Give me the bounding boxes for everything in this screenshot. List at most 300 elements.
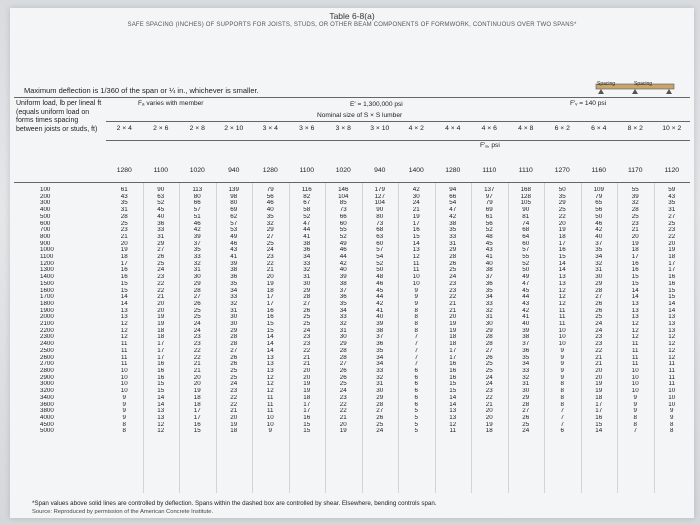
spacing-cell: 22 [193, 354, 201, 361]
table-row [24, 361, 690, 368]
load-cell: 3200 [40, 388, 54, 395]
spacing-cell: 48 [485, 233, 493, 240]
spacing-cell: 9 [414, 294, 418, 301]
table-title: Table 6-8(a) [329, 11, 375, 21]
spacing-cell: 14 [449, 394, 457, 401]
spacing-cell: 20 [157, 300, 165, 307]
spacing-cell: 41 [522, 314, 530, 321]
spacing-cell: 36 [157, 220, 165, 227]
spacing-cell: 25 [266, 240, 274, 247]
table-row [24, 341, 690, 348]
spacing-cell: 21 [595, 354, 603, 361]
spacing-cell: 9 [560, 374, 564, 381]
spacing-cell: 69 [230, 207, 238, 214]
spacing-cell: 39 [193, 233, 201, 240]
spacing-cell: 14 [668, 300, 676, 307]
spacing-cell: 30 [485, 321, 493, 328]
load-cell: 600 [40, 220, 51, 227]
spacing-cell: 43 [485, 247, 493, 254]
spacing-cell: 67 [303, 200, 311, 207]
spacing-cell: 13 [668, 314, 676, 321]
spacing-cell: 8 [560, 401, 564, 408]
table-row [24, 288, 690, 295]
spacing-cell: 9 [122, 408, 126, 415]
load-cell: 100 [40, 187, 51, 193]
spacing-cell: 42 [376, 300, 384, 307]
load-cell: 1100 [40, 254, 54, 261]
header-rule-sizes [106, 121, 690, 122]
load-cell: 1300 [40, 267, 54, 274]
spacing-cell: 26 [485, 354, 493, 361]
spacing-cell: 23 [449, 287, 457, 294]
spacing-cell: 24 [193, 321, 201, 328]
spacing-cell: 16 [157, 361, 165, 368]
table-row [24, 301, 690, 308]
spacing-cell: 23 [449, 280, 457, 287]
spacing-cell: 40 [339, 267, 347, 274]
spacing-cell: 41 [485, 254, 493, 261]
spacing-cell: 17 [266, 300, 274, 307]
header-rule-fb [106, 140, 690, 141]
spacing-cell: 24 [485, 374, 493, 381]
spacing-cell: 82 [303, 193, 311, 200]
spacing-cell: 19 [193, 388, 201, 395]
spacing-cell: 35 [485, 287, 493, 294]
spacing-cell: 14 [668, 307, 676, 314]
spacing-cell: 6 [414, 394, 418, 401]
spacing-cell: 38 [522, 334, 530, 341]
spacing-cell: 29 [266, 227, 274, 234]
spacing-cell: 10 [558, 334, 566, 341]
spacing-cell: 65 [595, 200, 603, 207]
spacing-cell: 16 [668, 274, 676, 281]
spacing-cell: 18 [193, 394, 201, 401]
spacing-cell: 12 [558, 294, 566, 301]
spacing-cell: 28 [376, 401, 384, 408]
spacing-cell: 9 [560, 367, 564, 374]
spacing-cell: 31 [485, 314, 493, 321]
spacing-cell: 16 [303, 414, 311, 421]
spacing-cell: 25 [120, 220, 128, 227]
column-divider [508, 183, 509, 493]
load-cell: 1000 [40, 247, 54, 254]
spacing-cell: 37 [339, 287, 347, 294]
spacing-cell: 25 [449, 267, 457, 274]
spacing-cell: 9 [560, 347, 564, 354]
spacing-cell: 13 [266, 361, 274, 368]
spacing-cell: 52 [157, 200, 165, 207]
spacing-cell: 37 [193, 240, 201, 247]
spacing-cell: 14 [595, 428, 603, 435]
spacing-cell: 17 [157, 341, 165, 348]
spacing-cell: 57 [376, 247, 384, 254]
spacing-cell: 25 [193, 307, 201, 314]
spacing-cell: 40 [595, 233, 603, 240]
spacing-cell: 109 [593, 187, 604, 193]
spacing-cell: 55 [631, 187, 639, 193]
spacing-cell: 79 [485, 200, 493, 207]
spacing-cell: 47 [303, 220, 311, 227]
spacing-cell: 15 [157, 381, 165, 388]
spacing-cell: 6 [414, 381, 418, 388]
spacing-cell: 127 [374, 193, 385, 200]
spacing-cell: 16 [668, 280, 676, 287]
fb-value-cell: 1020 [189, 167, 205, 174]
spacing-cell: 10 [412, 280, 420, 287]
spacing-cell: 39 [339, 274, 347, 281]
spacing-cell: 21 [339, 414, 347, 421]
spacing-cell: 20 [558, 220, 566, 227]
spacing-cell: 11 [121, 361, 128, 368]
spacing-cell: 22 [193, 347, 201, 354]
spacing-cell: 33 [303, 260, 311, 267]
spacing-cell: 9 [122, 394, 126, 401]
spacing-cell: 13 [631, 300, 639, 307]
load-cell: 1700 [40, 294, 54, 301]
spacing-cell: 10 [120, 388, 128, 395]
table-row [24, 207, 690, 214]
spacing-cell: 35 [558, 193, 566, 200]
spacing-cell: 10 [668, 388, 676, 395]
spacing-cell: 14 [412, 240, 420, 247]
size-header-cell: 2 × 6 [153, 125, 169, 132]
spacing-cell: 13 [266, 354, 274, 361]
spacing-cell: 9 [633, 401, 637, 408]
spacing-cell: 42 [339, 260, 347, 267]
spacing-cell: 39 [522, 327, 530, 334]
spacing-table [24, 187, 690, 435]
load-cell: 2800 [40, 367, 54, 374]
spacing-cell: 15 [631, 280, 639, 287]
table-row [24, 334, 690, 341]
spacing-cell: 8 [560, 394, 564, 401]
spacing-cell: 25 [303, 321, 311, 328]
spacing-cell: 10 [412, 274, 420, 281]
spacing-cell: 44 [522, 294, 530, 301]
spacing-cell: 7 [560, 414, 564, 421]
load-cell: 3800 [40, 408, 54, 415]
spacing-cell: 32 [376, 374, 384, 381]
table-row [24, 328, 690, 335]
spacing-cell: 11 [267, 394, 274, 401]
spacing-cell: 61 [120, 187, 128, 193]
spacing-cell: 38 [485, 267, 493, 274]
size-header-cell: 6 × 4 [591, 125, 607, 132]
load-cell: 300 [40, 200, 51, 207]
spacing-cell: 22 [303, 347, 311, 354]
spacing-cell: 29 [595, 280, 603, 287]
spacing-cell: 20 [595, 367, 603, 374]
spacing-cell: 20 [193, 374, 201, 381]
spacing-cell: 60 [522, 240, 530, 247]
spacing-cell: 25 [485, 367, 493, 374]
spacing-cell: 64 [522, 233, 530, 240]
spacing-cell: 15 [558, 254, 566, 261]
spacing-cell: 12 [668, 347, 676, 354]
spacing-cell: 16 [157, 374, 165, 381]
fb-value-cell: 1160 [591, 167, 607, 174]
table-row [24, 321, 690, 328]
spacing-cell: 22 [668, 233, 676, 240]
spacing-cell: 31 [595, 267, 603, 274]
spacing-cell: 21 [120, 233, 128, 240]
spacing-cell: 17 [595, 408, 603, 415]
spacing-cell: 14 [266, 341, 274, 348]
spacing-cell: 23 [230, 388, 238, 395]
spacing-cell: 33 [339, 314, 347, 321]
spacing-cell: 37 [485, 274, 493, 281]
spacing-cell: 50 [376, 267, 384, 274]
spacing-cell: 35 [193, 247, 201, 254]
fb-value-cell: 1100 [153, 167, 169, 174]
table-row [24, 355, 690, 362]
spacing-cell: 23 [595, 341, 603, 348]
spacing-cell: 8 [633, 414, 637, 421]
spacing-cell: 21 [485, 401, 493, 408]
spacing-cell: 19 [266, 280, 274, 287]
load-cell: 500 [40, 213, 51, 220]
spacing-cell: 9 [122, 401, 126, 408]
spacing-cell: 36 [522, 347, 530, 354]
spacing-cell: 12 [412, 254, 420, 261]
size-header-cell: 3 × 4 [262, 125, 278, 132]
table-row [24, 214, 690, 221]
spacing-cell: 15 [449, 388, 457, 395]
table-subtitle: SAFE SPACING (INCHES) OF SUPPORTS FOR JOISTS, STUDS, OR OTHER BEAM COMPONENTS OF FORMWORK, CONTINUOUS OVER TWO SPANS* [127, 22, 577, 28]
spacing-cell: 24 [303, 327, 311, 334]
spacing-cell: 33 [193, 254, 201, 261]
table-row [24, 234, 690, 241]
spacing-cell: 57 [522, 247, 530, 254]
spacing-cell: 28 [339, 347, 347, 354]
spacing-cell: 24 [266, 247, 274, 254]
load-cell: 4500 [40, 421, 54, 428]
spacing-cell: 29 [230, 327, 238, 334]
spacing-cell: 41 [303, 233, 311, 240]
spacing-cell: 31 [303, 274, 311, 281]
spacing-cell: 36 [376, 341, 384, 348]
fb-value-cell: 1280 [262, 167, 278, 174]
load-cell: 2500 [40, 347, 54, 354]
spacing-cell: 28 [449, 254, 457, 261]
spacing-cell: 20 [230, 414, 238, 421]
load-cell: 2100 [40, 321, 54, 328]
spacing-cell: 20 [303, 374, 311, 381]
spacing-cell: 17 [157, 347, 165, 354]
spacing-cell: 17 [266, 294, 274, 301]
table-row [24, 274, 690, 281]
spacing-cell: 35 [522, 354, 530, 361]
spacing-cell: 69 [485, 207, 493, 214]
spacing-cell: 15 [668, 287, 676, 294]
spacing-cell: 43 [120, 193, 128, 200]
spacing-cell: 21 [303, 361, 311, 368]
spacing-cell: 32 [303, 267, 311, 274]
spacing-cell: 27 [266, 233, 274, 240]
spacing-cell: 24 [412, 200, 420, 207]
spacing-cell: 11 [267, 401, 274, 408]
spacing-cell: 17 [558, 240, 566, 247]
spacing-cell: 10 [266, 414, 274, 421]
spacing-cell: 31 [157, 233, 165, 240]
spacing-cell: 11 [559, 314, 566, 321]
spacing-cell: 28 [631, 207, 639, 214]
spacing-cell: 8 [560, 381, 564, 388]
spacing-cell: 25 [631, 213, 639, 220]
table-row [24, 261, 690, 268]
spacing-cell: 25 [230, 374, 238, 381]
spacing-cell: 16 [157, 367, 165, 374]
document-page [10, 8, 694, 518]
spacing-cell: 73 [339, 207, 347, 214]
spacing-cell: 57 [193, 207, 201, 214]
spacing-cell: 31 [449, 240, 457, 247]
spacing-cell: 23 [193, 341, 201, 348]
spacing-cell: 30 [303, 280, 311, 287]
spacing-cell: 24 [193, 327, 201, 334]
spacing-cell: 23 [485, 388, 493, 395]
spacing-cell: 32 [230, 300, 238, 307]
spacing-cell: 9 [414, 300, 418, 307]
load-cell: 3000 [40, 381, 54, 388]
spacing-cell: 25 [595, 314, 603, 321]
spacing-cell: 23 [120, 227, 128, 234]
spacing-cell: 105 [520, 200, 531, 207]
spacing-cell: 35 [449, 227, 457, 234]
spacing-cell: 14 [157, 394, 165, 401]
spacing-cell: 5 [414, 408, 418, 415]
spacing-cell: 56 [485, 220, 493, 227]
spacing-cell: 61 [485, 213, 493, 220]
spacing-cell: 26 [595, 307, 603, 314]
sketch-label-spacing-1: Spacing [597, 81, 616, 87]
spacing-cell: 18 [668, 254, 676, 261]
spacing-cell: 10 [266, 421, 274, 428]
spacing-cell: 49 [522, 274, 530, 281]
spacing-cell: 24 [157, 267, 165, 274]
spacing-cell: 27 [522, 408, 530, 415]
table-row [24, 281, 690, 288]
spacing-cell: 35 [266, 213, 274, 220]
spacing-cell: 16 [266, 314, 274, 321]
spacing-cell: 12 [120, 321, 128, 328]
spacing-cell: 11 [668, 374, 675, 381]
spacing-cell: 60 [339, 220, 347, 227]
spacing-cell: 21 [449, 307, 457, 314]
spacing-cell: 43 [230, 247, 238, 254]
spacing-cell: 14 [120, 294, 128, 301]
spacing-cell: 6 [414, 388, 418, 395]
spacing-cell: 18 [631, 247, 639, 254]
table-row [24, 241, 690, 248]
spacing-cell: 17 [449, 347, 457, 354]
spacing-cell: 32 [485, 307, 493, 314]
spacing-cell: 26 [595, 300, 603, 307]
sketch-label-spacing-2: Spacing [634, 81, 653, 87]
spacing-cell: 30 [376, 388, 384, 395]
table-row [24, 422, 690, 429]
fb-value-cell: 1100 [299, 167, 315, 174]
load-cell: 700 [40, 227, 51, 234]
spacing-cell: 18 [449, 334, 457, 341]
fb-value-cell: 1020 [335, 167, 351, 174]
spacing-cell: 139 [228, 187, 239, 193]
load-cell: 1200 [40, 260, 54, 267]
spacing-cell: 52 [522, 260, 530, 267]
spacing-cell: 47 [449, 207, 457, 214]
spacing-cell: 40 [485, 260, 493, 267]
spacing-cell: 36 [339, 294, 347, 301]
spacing-cell: 22 [157, 280, 165, 287]
spacing-cell: 36 [303, 247, 311, 254]
spacing-cell: 113 [192, 187, 203, 193]
spacing-cell: 15 [668, 294, 676, 301]
spacing-cell: 34 [522, 361, 530, 368]
spacing-cell: 17 [157, 354, 165, 361]
spacing-cell: 21 [303, 354, 311, 361]
group-header-fv: F′ᵥ = 140 psi [570, 100, 607, 107]
spacing-cell: 5 [414, 428, 418, 435]
spacing-cell: 20 [595, 374, 603, 381]
spacing-cell: 24 [230, 381, 238, 388]
spacing-cell: 15 [120, 280, 128, 287]
column-divider [581, 183, 582, 493]
spacing-cell: 25 [157, 260, 165, 267]
spacing-cell: 11 [121, 354, 128, 361]
spacing-cell: 19 [412, 213, 420, 220]
spacing-cell: 74 [522, 220, 530, 227]
spacing-cell: 31 [230, 307, 238, 314]
spacing-cell: 62 [230, 213, 238, 220]
spacing-cell: 10 [120, 374, 128, 381]
spacing-cell: 15 [266, 327, 274, 334]
spacing-cell: 7 [414, 341, 418, 348]
spacing-cell: 20 [449, 314, 457, 321]
spacing-cell: 12 [120, 327, 128, 334]
size-header-cell: 4 × 8 [518, 125, 534, 132]
spacing-cell: 35 [668, 200, 676, 207]
column-divider [471, 183, 472, 493]
spacing-cell: 27 [303, 300, 311, 307]
spacing-cell: 46 [193, 220, 201, 227]
spacing-cell: 80 [376, 213, 384, 220]
spacing-cell: 9 [268, 428, 272, 435]
spacing-cell: 35 [595, 247, 603, 254]
spacing-cell: 51 [193, 213, 201, 220]
column-divider [143, 183, 144, 493]
spacing-cell: 19 [558, 227, 566, 234]
spacing-cell: 14 [266, 334, 274, 341]
spacing-cell: 90 [376, 207, 384, 214]
column-divider [362, 183, 363, 493]
load-cell: 2700 [40, 361, 54, 368]
spacing-cell: 22 [266, 260, 274, 267]
spacing-cell: 19 [157, 321, 165, 328]
table-row [24, 375, 690, 382]
spacing-cell: 12 [157, 421, 165, 428]
size-header-cell: 3 × 6 [299, 125, 315, 132]
spacing-cell: 38 [376, 327, 384, 334]
spacing-cell: 22 [339, 401, 347, 408]
spacing-cell: 11 [559, 321, 566, 328]
fb-value-cell: 1120 [664, 167, 680, 174]
spacing-cell: 29 [339, 341, 347, 348]
table-row [24, 428, 690, 435]
spacing-cell: 20 [631, 233, 639, 240]
spacing-cell: 13 [668, 327, 676, 334]
spacing-cell: 26 [449, 260, 457, 267]
size-header-cell: 4 × 2 [408, 125, 424, 132]
